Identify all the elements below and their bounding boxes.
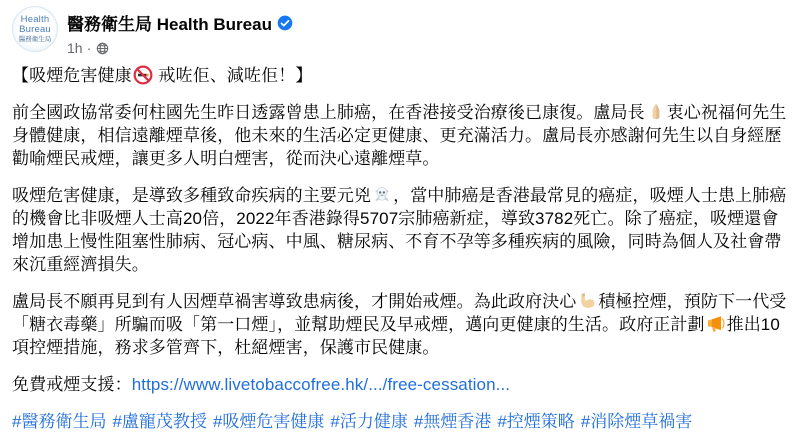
- hashtag-link[interactable]: #盧寵茂教授: [112, 412, 207, 431]
- post-text: 積極控煙，預防下一代受「糖衣毒藥」所騙而吸「第一口煙」，並幫助煙民及早戒煙，邁向更健康的生活。政府正計劃: [12, 292, 787, 334]
- folded-hands-emoji: [646, 102, 666, 122]
- hashtag-row: [12, 410, 788, 433]
- post-timestamp[interactable]: 1h: [67, 40, 83, 56]
- post-paragraph: [12, 184, 788, 276]
- post-paragraph: [12, 373, 788, 396]
- avatar-text: Health: [20, 13, 50, 25]
- no-smoking-emoji: [133, 65, 153, 85]
- hashtag-link[interactable]: #控煙策略: [497, 412, 575, 431]
- post-paragraph: [12, 101, 788, 170]
- post-text: 前全國政協常委何柱國先生昨日透露曾患上肺癌，在香港接受治療後已康復。盧局長: [12, 103, 645, 122]
- post-text: 推出10項控煙措施，務求多管齊下，杜絕煙害，保護市民健康。: [12, 315, 780, 357]
- post-text: 衷心祝福何先生身體健康，相信遠離煙草後，他未來的生活必定更健康、更充滿活力。盧局長亦感謝何先生以自身經歷勸喻煙民戒煙，讓更多人明白煙害，從而決心遠離煙草。: [12, 103, 787, 168]
- avatar-text: Bureau: [19, 24, 51, 36]
- hashtag-link[interactable]: #吸煙危害健康: [212, 412, 325, 431]
- page-avatar[interactable]: [12, 6, 58, 52]
- avatar-text: 醫務衛生局: [18, 35, 52, 43]
- meta-separator: ·: [86, 40, 92, 56]
- megaphone-emoji: [706, 314, 726, 334]
- cessation-link[interactable]: https://www.livetobaccofree.hk/.../free-cessation...: [131, 375, 511, 394]
- hashtag-link[interactable]: #無煙香港: [413, 412, 492, 431]
- globe-public-icon: [96, 42, 109, 55]
- header-text-block: [67, 6, 293, 56]
- verified-badge-icon: [277, 15, 293, 31]
- post-text: 【吸煙危害健康: [12, 66, 132, 85]
- post-header: [12, 6, 788, 56]
- page-name-link[interactable]: 醫務衛生局 Health Bureau: [67, 15, 272, 34]
- post-body: [12, 64, 788, 396]
- post-paragraph: [12, 290, 788, 359]
- post-text: 戒咗佢、減咗佢！】: [153, 66, 313, 85]
- post-text: ，當中肺癌是香港最常見的癌症，吸煙人士患上肺癌的機會比非吸煙人士高20倍，2022年香港錄得5707宗肺癌新症，導致3782死亡。除了癌症，吸煙還會增加患上慢性阻塞性肺病、冠心病、中風、糖尿病、不育不孕等多種疾病的風險，同時為個人及社會帶來沉重經濟損失。: [12, 186, 787, 274]
- post-text: 盧局長不願再見到有人因煙草禍害導致患病後，才開始戒煙。為此政府決心: [12, 292, 577, 311]
- hashtag-link[interactable]: #醫務衛生局: [12, 412, 107, 431]
- hashtag-link[interactable]: #消除煙草禍害: [580, 412, 693, 431]
- page-name-row: [67, 6, 293, 35]
- post-meta-row: [67, 40, 293, 56]
- post-text: 吸煙危害健康，是導致多種致命疾病的主要元兇: [12, 186, 372, 205]
- hashtag-link[interactable]: #活力健康: [330, 412, 408, 431]
- flexed-biceps-emoji: [577, 291, 597, 311]
- skull-crossbones-emoji: [372, 185, 392, 205]
- post-paragraph: [12, 64, 788, 87]
- post-text: 免費戒煙支援：: [12, 375, 132, 394]
